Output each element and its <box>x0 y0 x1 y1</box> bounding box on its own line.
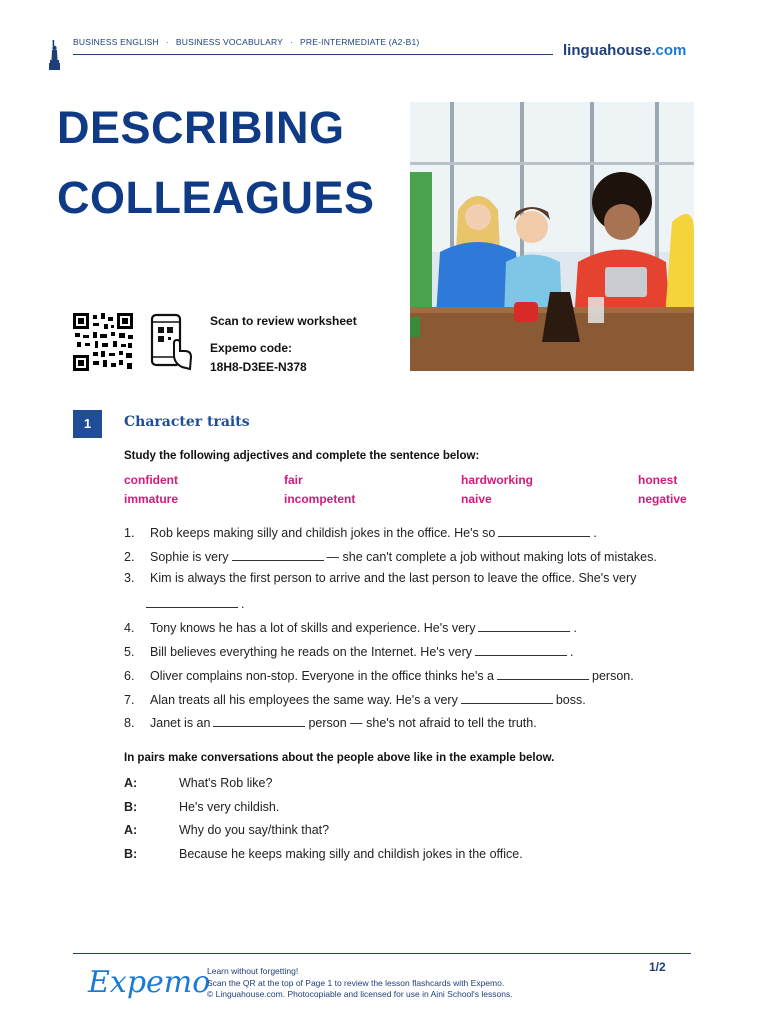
speaker-label: A: <box>124 823 138 837</box>
sentence-item: 2. Sophie is very — she can't complete a job without making lots of mistakes. <box>124 550 657 564</box>
expemo-code: 18H8-D3EE-N378 <box>210 360 307 374</box>
page-title <box>57 93 375 233</box>
dialogue-line: A: Why do you say/think that? <box>124 823 330 837</box>
colleagues-photo <box>410 102 694 371</box>
breadcrumb-item[interactable]: BUSINESS VOCABULARY <box>175 37 284 47</box>
breadcrumb-item[interactable]: PRE-INTERMEDIATE (A2-B1) <box>300 37 420 47</box>
answer-blank[interactable] <box>498 524 590 537</box>
answer-blank[interactable] <box>213 714 305 727</box>
pairs-instruction: In pairs make conversations about the people above like in the example below. <box>124 752 555 764</box>
sentence-item: 4. Tony knows he has a lot of skills and experience. He's very . <box>124 621 577 635</box>
answer-blank[interactable] <box>475 643 567 656</box>
vocab-word: naive <box>461 492 492 506</box>
sentence-item: 1. Rob keeps making silly and childish jokes in the office. He's so . <box>124 526 597 540</box>
exercise-instruction: Study the following adjectives and complete the sentence below: <box>124 450 480 462</box>
vocab-word: negative <box>638 492 687 506</box>
footer-divider <box>73 953 691 954</box>
vocab-word: confident <box>124 473 178 487</box>
statue-of-liberty-icon <box>48 40 60 70</box>
footer-text <box>207 966 513 1001</box>
breadcrumb: BUSINESS ENGLISH · BUSINESS VOCABULARY · PRE-INTERMEDIATE (A2-B1) <box>73 37 420 47</box>
vocab-word: incompetent <box>284 492 356 506</box>
qr-code-icon[interactable] <box>73 313 133 371</box>
page-number: 1/2 <box>649 960 666 974</box>
footer-line: Learn without forgetting! <box>207 966 299 976</box>
answer-blank[interactable] <box>146 595 238 608</box>
dialogue-line: B: Because he keeps making silly and childish jokes in the office. <box>124 847 523 861</box>
answer-blank[interactable] <box>497 667 589 680</box>
answer-blank[interactable] <box>232 548 324 561</box>
speaker-label: A: <box>124 776 138 790</box>
dialogue-line: A: What's Rob like? <box>124 776 273 790</box>
expemo-code-label: Expemo code: <box>210 341 293 355</box>
footer-line: © Linguahouse.com. Photocopiable and licensed for use in Aini School's lessons. <box>207 989 513 999</box>
section-number: 1 <box>73 410 102 438</box>
speaker-label: B: <box>124 847 138 861</box>
dialogue-line: B: He's very childish. <box>124 800 280 814</box>
speaker-label: B: <box>124 800 138 814</box>
brand-logo[interactable]: linguahouse.com <box>563 42 687 59</box>
footer-line: Scan the QR at the top of Page 1 to review the lesson flashcards with Expemo. <box>207 977 505 988</box>
answer-blank[interactable] <box>461 691 553 704</box>
vocab-word: hardworking <box>461 473 534 487</box>
breadcrumb-item[interactable]: BUSINESS ENGLISH <box>73 37 159 47</box>
scan-info <box>210 312 357 377</box>
header-divider <box>73 54 553 55</box>
sentence-item: 6. Oliver complains non-stop. Everyone in the office thinks he's a person. <box>124 669 634 683</box>
section-title: Character traits <box>124 414 250 430</box>
vocab-word: honest <box>638 473 678 487</box>
sentence-item: 3. Kim is always the first person to arrive and the last person to leave the office. She's very <box>124 571 637 585</box>
phone-scan-icon <box>150 313 192 371</box>
answer-blank[interactable] <box>478 619 570 632</box>
sentence-continuation: . <box>146 595 244 611</box>
scan-label: Scan to review worksheet <box>210 314 357 328</box>
title-line: COLLEAGUES <box>57 172 375 223</box>
vocab-word: fair <box>284 473 303 487</box>
sentence-item: 7. Alan treats all his employees the same way. He's a very boss. <box>124 693 586 707</box>
title-line: DESCRIBING <box>57 102 345 153</box>
expemo-logo[interactable]: Expemo <box>88 965 211 1000</box>
vocab-word: immature <box>124 492 179 506</box>
sentence-item: 5. Bill believes everything he reads on the Internet. He's very . <box>124 645 574 659</box>
sentence-item: 8. Janet is an person — she's not afraid to tell the truth. <box>124 716 537 730</box>
